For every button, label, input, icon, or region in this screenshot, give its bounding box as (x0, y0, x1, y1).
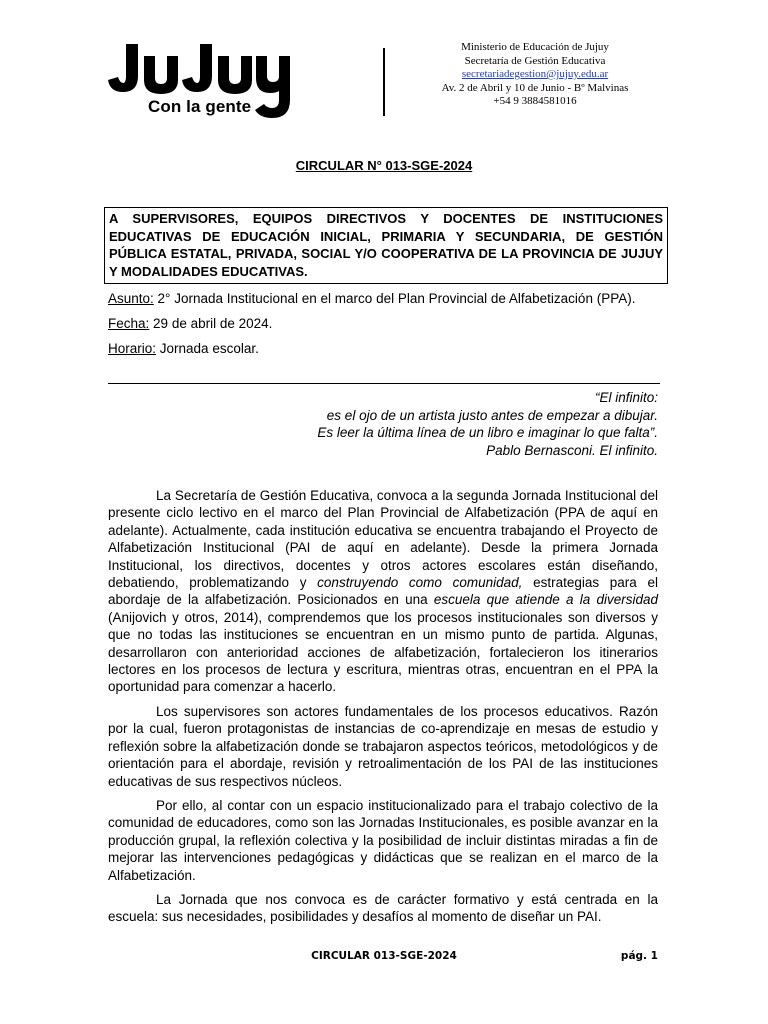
quote-line-2: es el ojo de un artista justo antes de empezar a dibujar. (326, 407, 658, 423)
horario-label: Horario: (108, 341, 157, 356)
quote-line-1: “El infinito: (594, 390, 658, 405)
quote-author: Pablo Bernasconi. El infinito. (486, 442, 658, 458)
paragraph-1-emphasis-2: escuela que atiende a la diversidad (433, 592, 658, 608)
header-divider (383, 48, 385, 116)
email-link[interactable]: secretariadegestion@jujuy.edu.ar (461, 68, 609, 80)
section-divider (108, 383, 660, 384)
horario-value: Jornada escolar. (159, 341, 259, 356)
paragraph-1-emphasis-1: construyendo como comunidad, (317, 575, 523, 591)
asunto-value: 2° Jornada Institucional en el marco del Plan Provincial de Alfabetización (PPA). (157, 291, 636, 306)
address-line: Av. 2 de Abril y 10 de Junio - Bº Malvinas (441, 81, 629, 94)
ministry-name: Ministerio de Educación de Jujuy (461, 41, 609, 53)
circular-title: CIRCULAR N° 013-SGE-2024 (295, 158, 473, 173)
epigraph-quote (200, 389, 658, 459)
paragraph-1-part-c: (Anijovich y otros, 2014), comprendemos que los procesos institucionales son diversos y que no todas las instituciones se encuentran en un mismo punto de partida. Algunas, desarrollaron con anterioridad acciones de alfabetización, fortalecieron los itinerarios lectores en los procesos de lectura y escritura, mientras otras, encuentran en el PPA la oportunidad para comenzar a hacerlo. (108, 609, 658, 695)
fecha-label: Fecha: (108, 316, 150, 331)
paragraph-2: Los supervisores son actores fundamentales de los procesos educativos. Razón por la cual, fueron protagonistas de instancias de co-aprendizaje en mesas de estudio y reflexión sobre la alfabetización donde se trabajaron aspectos teóricos, metodológicos y de orientación para el abordaje, revisión y retroalimentación de los PAI de las instituciones educativas de sus respectivos núcleos. (108, 703, 658, 789)
asunto-label: Asunto: (108, 291, 154, 306)
fecha-line (108, 316, 272, 331)
page-number: pág. 1 (620, 950, 658, 962)
jujuy-logo (108, 40, 294, 122)
horario-line (108, 341, 259, 356)
secretariat-name: Secretaría de Gestión Educativa (464, 54, 606, 67)
fecha-value: 29 de abril de 2024. (153, 316, 273, 331)
logo-tagline: Con la gente (148, 97, 252, 116)
paragraph-1-part-a: La Secretaría de Gestión Educativa, convoca a la segunda Jornada Institucional del presente ciclo lectivo en el marco del Plan Provincial de Alfabetización (PPA de aquí en adelante). Actualmente, cada institución educativa se encuentra trabajando el Proyecto de Alfabetización Institucional (PAI de aquí en adelante). Desde la primera Jornada Institucional, los directivos, docentes y otros actores escolares están diseñando, debatiendo, problematizando y (108, 488, 658, 591)
paragraph-4: La Jornada que nos convoca es de carácter formativo y está centrada en la escuela: sus necesidades, posibilidades y desafíos al momento de diseñar un PAI. (108, 891, 658, 925)
paragraph-1-part-b: estrategias para el abordaje de la alfabetización. Posicionados en una (108, 575, 658, 608)
ministry-contact-block (420, 41, 650, 109)
paragraph-1 (108, 487, 658, 696)
phone-line: +54 9 3884581016 (493, 95, 577, 107)
asunto-line (108, 291, 635, 306)
footer-title: CIRCULAR 013-SGE-2024 (311, 950, 457, 962)
paragraph-3: Por ello, al contar con un espacio institucionalizado para el trabajo colectivo de la comunidad de educadores, como son las Jornadas Institucionales, es posible avanzar en la producción grupal, la reflexión colectiva y la posibilidad de incluir distintas miradas a fin de mejorar las intervenciones pedagógicas y didácticas que se realizan en el marco de la Alfabetización. (108, 797, 658, 883)
quote-line-3: Es leer la última línea de un libro e imaginar lo que falta”. (317, 425, 658, 440)
body-text (108, 487, 658, 933)
addressee-box: A SUPERVISORES, EQUIPOS DIRECTIVOS Y DOCENTES DE INSTITUCIONES EDUCATIVAS DE EDUCACIÓN INICIAL, PRIMARIA Y SECUNDARIA, DE GESTIÓN PÚBLICA ESTATAL, PRIVADA, SOCIAL Y/O COOPERATIVA DE LA PROVINCIA DE JUJUY Y MODALIDADES EDUCATIVAS. (104, 207, 668, 284)
